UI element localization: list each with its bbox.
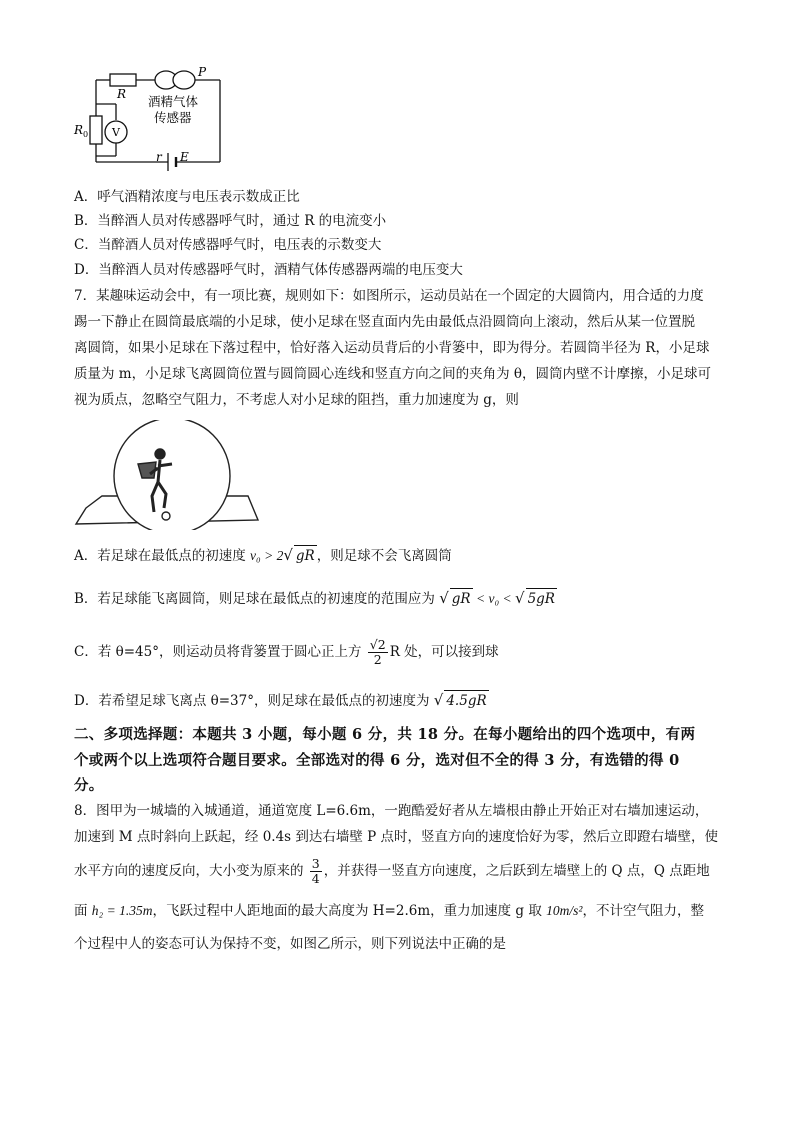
q7-option-c: C．若 θ=45°，则运动员将背篓置于圆心正上方 $\frac{√2}{2}$ R 处，可以接到球	[74, 637, 499, 667]
q8-stem-5: 个过程中人的姿态可认为保持不变，如图乙所示，则下列说法中正确的是	[74, 936, 506, 952]
resistor-r0	[90, 116, 102, 144]
q7-stem-5: 视为质点，忽略空气阻力，不考虑人对小足球的阻挡，重力加速度为 g，则	[74, 392, 519, 408]
sensor-label-2: 传感器	[154, 110, 192, 125]
q7-stem-1: 7．某趣味运动会中，有一项比赛，规则如下：如图所示，运动员站在一个固定的大圆筒内，用合适的力度	[74, 288, 704, 304]
circuit-diagram	[70, 62, 240, 174]
q6-option-c: C．当醉酒人员对传感器呼气时，电压表的示数变大	[74, 237, 382, 253]
q6-option-d: D．当醉酒人员对传感器呼气时，酒精气体传感器两端的电压变大	[74, 262, 463, 278]
q7-stem-4: 质量为 m，小足球飞离圆筒位置与圆筒圆心连线和竖直方向之间的夹角为 θ，圆筒内壁不计摩擦，小足球可	[74, 366, 712, 382]
label-r: R	[117, 87, 127, 101]
label-internal-r: r	[156, 150, 162, 164]
q8-stem-2: 加速到 M 点时斜向上跃起，经 0.4s 到达右墙壁 P 点时，竖直方向的速度恰好为零，然后立即蹬右墙壁，使	[74, 829, 719, 845]
q7-option-a: A．若足球在最低点的初速度 v₀ > 2√ gR ，则足球不会飞离圆筒	[74, 546, 452, 564]
q7-stem-3: 离圆筒，如果小足球在下落过程中，恰好落入运动员背后的小背篓中，即为得分。若圆筒半径为 R，小足球	[74, 340, 710, 356]
q7-option-b: B．若足球能飞离圆筒，则足球在最低点的初速度的范围应为 √ gR < v₀ < √ 5gR	[74, 589, 555, 607]
section2-line-3: 分。	[74, 777, 104, 794]
resistor-r	[110, 74, 136, 86]
q7-stem-2: 踢一下静止在圆筒最底端的小足球，使小足球在竖直面内先由最低点沿圆筒向上滚动，然后从某一位置脱	[74, 314, 695, 330]
athlete-head	[155, 449, 165, 459]
label-r0: $R_0$	[74, 123, 89, 139]
cylinder-figure	[72, 420, 268, 530]
section2-line-1: 二、多项选择题：本题共 3 小题，每小题 6 分，共 18 分。在每小题给出的四个选项中，有两	[74, 726, 696, 743]
big-cylinder	[114, 420, 230, 530]
q7-option-d: D．若希望足球飞离点 θ=37°，则足球在最低点的初速度为 √ 4.5gR	[74, 691, 487, 709]
section2-line-2: 个或两个以上选项符合题目要求。全部选对的得 6 分，选对但不全的得 3 分，有选错的得 0	[74, 752, 680, 769]
label-p: P	[198, 65, 207, 79]
q8-stem-3: 水平方向的速度反向，大小变为原来的 $\frac{3}{4}$ ，并获得一竖直方向速度，之后跃到左墙壁上的 Q 点，Q 点距地	[74, 856, 710, 886]
q8-stem-1: 8．图甲为一城墙的入城通道，通道宽度 L=6.6m，一跑酷爱好者从左墙根由静止开始正对右墙加速运动，	[74, 803, 709, 819]
sensor-label-1: 酒精气体	[148, 94, 199, 109]
label-v: V	[112, 126, 120, 139]
q6-option-a: A．呼气酒精浓度与电压表示数成正比	[74, 189, 300, 205]
label-e: E	[180, 150, 189, 164]
q6-option-b: B．当醉酒人员对传感器呼气时，通过 R 的电流变小	[74, 213, 387, 229]
small-football	[162, 512, 170, 520]
q8-stem-4: 面 h₂ = 1.35m，飞跃过程中人距地面的最大高度为 H=2.6m，重力加速度 g 取 10m/s²，不计空气阻力，整	[74, 903, 704, 919]
